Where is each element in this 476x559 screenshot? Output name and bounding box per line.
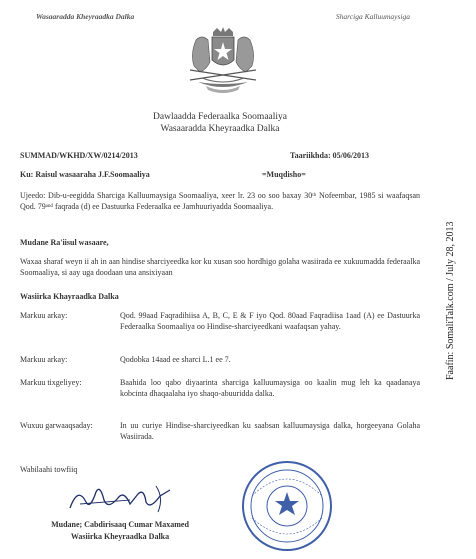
row-value: Qod. 99aad Faqradihiisa A, B, C, E & F iyo Qod. 80aad Faqradiisa 1aad (A) ee Dastuurka Federaalka Soomaaliya oo Hindise-sharciyeedkani waafaqsan yahay.	[120, 311, 420, 331]
handwritten-signature	[60, 480, 190, 520]
government-title: Dawlaadda Federaalka Soomaaliya	[153, 112, 287, 122]
closing-line: Wabilaahi towfiiq	[20, 465, 78, 474]
recipient-line: Ku: Raisul wasaaraha J.F.Soomaaliya	[20, 170, 150, 179]
signer-name: Mudane; Cabdirisaaq Cumar Maxamed	[51, 520, 189, 529]
row-value: Qodobka 14aad ee sharci L.1 ee 7.	[120, 355, 231, 364]
letterhead-right: Sharciga Kalluumaysiga	[335, 12, 410, 21]
subject-paragraph: Ujeedo: Dib-u-eegidda Sharciga Kalluumaysiga Soomaaliya, xeer lr. 23 oo soo baxay 30ᵗʰ Nofeembar, 1985 si waafaqsan Qod. 79ᵃⁿᵈ faqrada (d) ee Dastuurka Federaalka ee Jamhuuriyadda Soomaaliya.	[20, 191, 420, 211]
row-value: In uu curiye Hindise-sharciyeedkan ku saabsan kalluumaysiga dalka, horgeeyana Golaha Wasiirada.	[120, 421, 420, 441]
letterhead-left: Wasaaradda Kheyraadka Dalka	[36, 12, 135, 21]
official-seal-stamp	[232, 456, 342, 556]
ministry-title: Wasaaradda Kheyraadka Dalka	[160, 124, 280, 134]
coat-of-arms-emblem	[176, 26, 270, 96]
row-value: Baahida loo qabo diyaarinta sharciga kalluumaysiga oo kaalin mug leh ka qaadanaya kobcinta dhaqaalaha iyo shaqo-abuuridda dalka.	[120, 378, 420, 398]
section-title: Wasiirka Khayraadka Dalka	[20, 292, 119, 301]
signer-title: Wasiirka Kheyraadka Dalka	[70, 532, 170, 541]
letter-date: Taariikhda: 05/06/2013	[290, 151, 370, 160]
reference-number: SUMMAD/WKHD/XW/0214/2013	[20, 151, 138, 160]
source-credit: Faafin: SomaliTalk.com / July 28, 2013	[445, 221, 456, 380]
intro-paragraph: Waxaa sharaf weyn ii ah in aan hindise sharciyeedka kor ku xusan soo hordhigo golaha wasiirada ee xukuumadda federaalka Soomaaliya, si aay uga doodaan una ansixiyaan	[20, 257, 420, 277]
row-label: Markuu arkay:	[20, 311, 68, 320]
salutation: Mudane Ra'iisul wasaare,	[20, 238, 109, 247]
row-label: Wuxuu garwaaqsaday:	[20, 421, 93, 430]
row-label: Markuu tixgeliyey:	[20, 378, 82, 387]
recipient-city: =Muqdisho=	[262, 170, 306, 179]
row-label: Markuu arkay:	[20, 355, 68, 364]
